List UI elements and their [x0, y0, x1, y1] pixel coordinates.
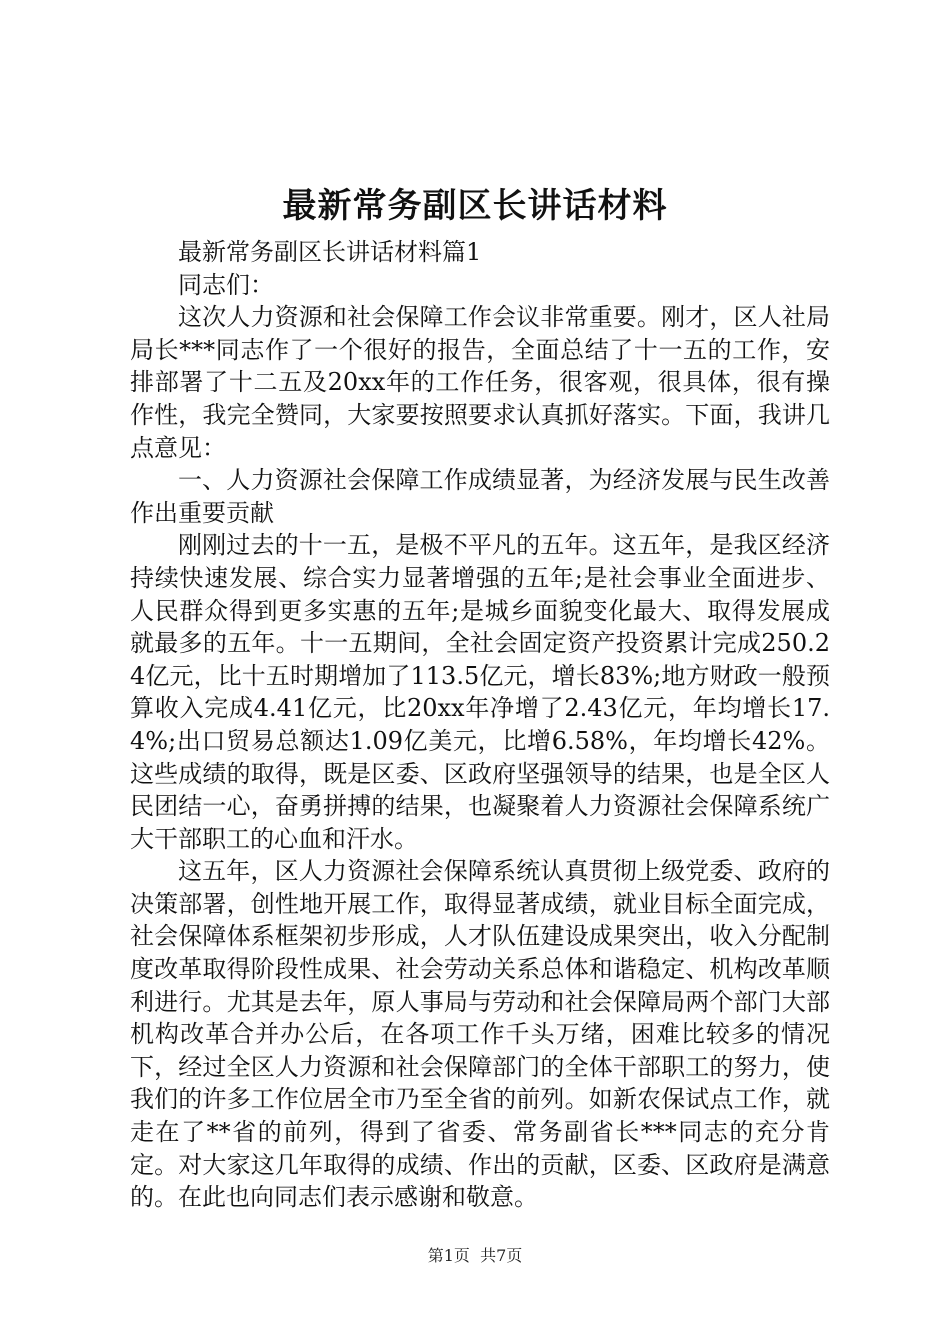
document-body: [130, 236, 830, 1214]
paragraph-department-work: 这五年，区人力资源社会保障系统认真贯彻上级党委、政府的决策部署，创性地开展工作，取得显著成绩，就业目标全面完成，社会保障体系框架初步形成，人才队伍建设成果突出，收入分配制度改革取得阶段性成果、社会劳动关系总体和谐稳定、机构改革顺利进行。尤其是去年，原人事局与劳动和社会保障局两个部门大部机构改革合并办公后，在各项工作千头万绪，困难比较多的情况下，经过全区人力资源和社会保障部门的全体干部职工的努力，使我们的许多工作位居全市乃至全省的前列。如新农保试点工作，就走在了**省的前列，得到了省委、常务副省长***同志的充分肯定。对大家这几年取得的成绩、作出的贡献，区委、区政府是满意的。在此也向同志们表示感谢和敬意。: [130, 857, 830, 1212]
page-number-footer: 第1页 共7页: [427, 1246, 523, 1265]
document-title: 最新常务副区长讲话材料: [282, 186, 668, 226]
paragraph-achievements: 刚刚过去的十一五，是极不平凡的五年。这五年，是我区经济持续快速发展、综合实力显著增强的五年;是社会事业全面进步、人民群众得到更多实惠的五年;是城乡面貌变化最大、取得发展成就最多的五年。十一五期间，全社会固定资产投资累计完成250.24亿元，比十五时期增加了113.5亿元，增长83%;地方财政一般预算收入完成4.41亿元，比20xx年净增了2.43亿元，年均增长17.4%;出口贸易总额达1.09亿美元，比增6.58%，年均增长42%。这些成绩的取得，既是区委、区政府坚强领导的结果，也是全区人民团结一心，奋勇拼搏的结果，也凝聚着人力资源社会保障系统广大干部职工的心血和汗水。: [130, 531, 830, 853]
paragraph-intro: 这次人力资源和社会保障工作会议非常重要。刚才，区人社局局长***同志作了一个很好的报告，全面总结了十一五的工作，安排部署了十二五及20xx年的工作任务，很客观，很具体，很有操作性，我完全赞同，大家要按照要求认真抓好落实。下面，我讲几点意见：: [130, 303, 830, 462]
salutation: 同志们：: [178, 270, 274, 299]
section-heading-part-1: 最新常务副区长讲话材料篇1: [178, 238, 482, 266]
section-heading-1: 一、人力资源社会保障工作成绩显著，为经济发展与民生改善作出重要贡献: [130, 466, 830, 527]
